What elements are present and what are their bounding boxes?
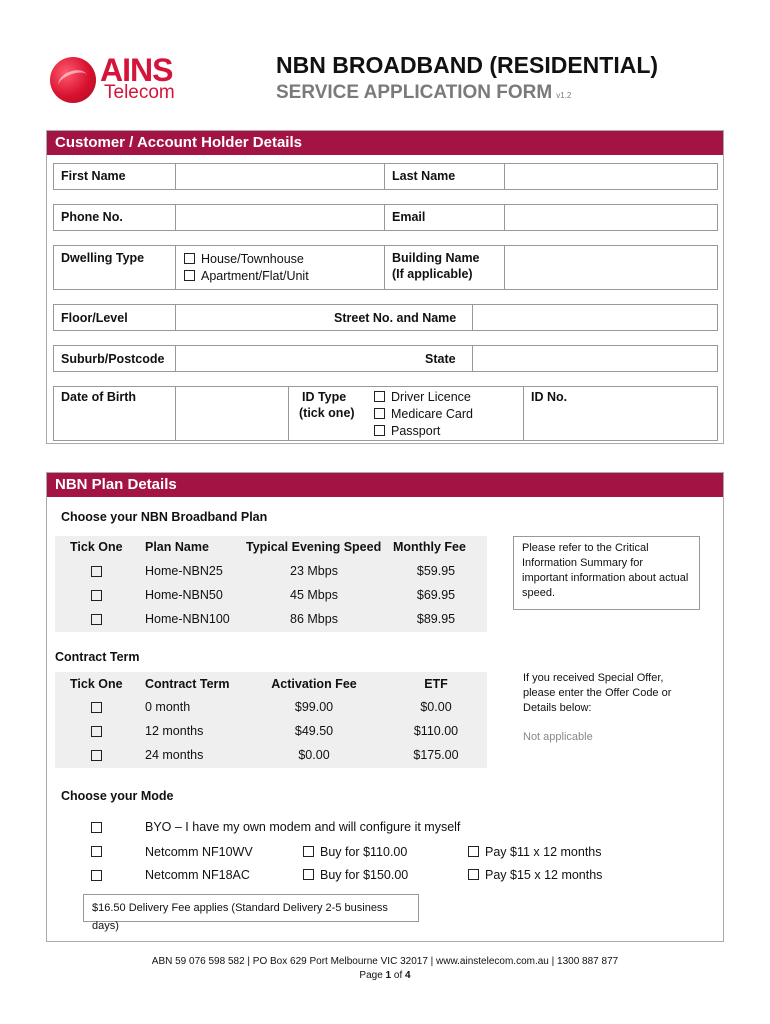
phone-label: Phone No.: [61, 210, 123, 224]
checkbox-icon[interactable]: [374, 408, 385, 419]
building-name-sublabel: (If applicable): [392, 267, 473, 281]
plan-note: Please refer to the Critical Information Summary for important information about actual speed.: [513, 536, 700, 610]
checkbox-icon[interactable]: [468, 869, 479, 880]
contract-checkbox-icon[interactable]: [91, 702, 102, 713]
floor-field[interactable]: [177, 306, 327, 328]
checkbox-icon[interactable]: [184, 270, 195, 281]
mode-modem-label: Netcomm NF10WV: [145, 845, 253, 859]
last-name-label: Last Name: [392, 169, 456, 183]
activation-fee: $49.50: [294, 724, 334, 738]
col-tick: Tick One: [70, 677, 123, 691]
etf-fee: $0.00: [420, 700, 452, 714]
col-tick: Tick One: [70, 540, 123, 554]
plan-section-heading: NBN Plan Details: [47, 473, 723, 497]
plan-speed: 23 Mbps: [290, 564, 338, 578]
divider: [175, 245, 176, 289]
contract-term-label: Contract Term: [55, 650, 140, 664]
option-label: Passport: [391, 424, 441, 438]
buy-option[interactable]: [303, 845, 407, 859]
divider: [523, 386, 524, 440]
contract-checkbox-icon[interactable]: [91, 726, 102, 737]
first-name-label: First Name: [61, 169, 126, 183]
checkbox-icon[interactable]: [468, 846, 479, 857]
divider: [472, 304, 473, 330]
offer-code-field[interactable]: Not applicable: [523, 731, 593, 743]
option-label: Pay $11 x 12 months: [485, 845, 602, 859]
option-label: Buy for $150.00: [320, 868, 409, 882]
plan-name: Home-NBN25: [145, 564, 223, 578]
floor-label: Floor/Level: [61, 311, 128, 325]
suburb-label: Suburb/Postcode: [61, 352, 165, 366]
option-label: Driver Licence: [391, 390, 471, 404]
id-type-label: ID Type: [302, 390, 347, 404]
checkbox-icon[interactable]: [184, 253, 195, 264]
divider: [504, 245, 505, 289]
mode-checkbox-icon[interactable]: [91, 822, 102, 833]
logo-word: AINS: [100, 52, 173, 88]
option-label: House/Townhouse: [201, 252, 304, 266]
col-fee: Monthly Fee: [393, 540, 466, 554]
buy-option[interactable]: [303, 868, 408, 882]
page-total: 4: [405, 970, 411, 981]
dob-field[interactable]: [177, 388, 285, 438]
last-name-field[interactable]: [506, 165, 714, 187]
divider: [504, 204, 505, 230]
choose-plan-label: Choose your NBN Broadband Plan: [61, 510, 268, 524]
divider: [384, 245, 385, 289]
etf-fee: $110.00: [413, 724, 459, 738]
id-type-sublabel: (tick one): [299, 406, 355, 420]
option-label: Buy for $110.00: [320, 845, 408, 859]
etf-fee: $175.00: [413, 748, 459, 762]
footer-line: ABN 59 076 598 582 | PO Box 629 Port Melbourne VIC 32017 | www.ainstelecom.com.au | 1300 887 877: [151, 956, 619, 967]
col-activation: Activation Fee: [271, 677, 357, 691]
logo-subword: Telecom: [104, 82, 175, 103]
dob-label: Date of Birth: [61, 390, 136, 404]
id-option-licence[interactable]: [374, 390, 471, 404]
customer-section-heading: Customer / Account Holder Details: [47, 131, 723, 155]
ains-logo-icon: [50, 57, 96, 103]
mode-modem-label: Netcomm NF18AC: [145, 868, 250, 882]
plan-name: Home-NBN100: [145, 612, 230, 626]
checkbox-icon[interactable]: [374, 425, 385, 436]
street-label: Street No. and Name: [334, 311, 457, 325]
option-label: Medicare Card: [391, 407, 473, 421]
divider: [472, 345, 473, 371]
contract-term: 0 month: [145, 700, 191, 714]
email-field[interactable]: [506, 206, 714, 228]
page-current: 1: [385, 970, 392, 981]
first-name-field[interactable]: [177, 165, 382, 187]
checkbox-icon[interactable]: [374, 391, 385, 402]
street-field[interactable]: [474, 306, 714, 328]
col-plan-name: Plan Name: [145, 540, 209, 554]
id-no-field[interactable]: [575, 388, 714, 438]
email-label: Email: [392, 210, 426, 224]
checkbox-icon[interactable]: [303, 846, 314, 857]
plan-checkbox-icon[interactable]: [91, 590, 102, 601]
phone-field[interactable]: [177, 206, 382, 228]
option-label: Apartment/Flat/Unit: [201, 269, 309, 283]
divider: [175, 163, 176, 189]
page-title: NBN BROADBAND (RESIDENTIAL): [276, 52, 659, 78]
plan-name: Home-NBN50: [145, 588, 223, 602]
activation-fee: $0.00: [298, 748, 330, 762]
plan-speed: 86 Mbps: [290, 612, 338, 626]
plan-checkbox-icon[interactable]: [91, 614, 102, 625]
mode-checkbox-icon[interactable]: [91, 870, 102, 881]
col-contract-term: Contract Term: [145, 677, 230, 691]
pay-option[interactable]: [468, 845, 602, 859]
dwelling-type-label: Dwelling Type: [61, 251, 145, 265]
state-field[interactable]: [474, 347, 714, 369]
dwelling-option-apartment[interactable]: [184, 269, 309, 283]
divider: [175, 345, 176, 371]
pay-option[interactable]: [468, 868, 602, 882]
page-subtitle: [276, 82, 571, 104]
divider: [384, 204, 385, 230]
subtitle-text: SERVICE APPLICATION FORM: [276, 82, 553, 103]
delivery-note: $16.50 Delivery Fee applies (Standard Delivery 2-5 business days): [83, 894, 419, 922]
divider: [175, 204, 176, 230]
dwelling-option-house[interactable]: [184, 252, 304, 266]
page-of: of: [393, 970, 403, 981]
page-number: [0, 970, 770, 981]
state-label: State: [425, 352, 456, 366]
id-option-passport[interactable]: [374, 424, 440, 438]
activation-fee: $99.00: [294, 700, 334, 714]
plan-checkbox-icon[interactable]: [91, 566, 102, 577]
offer-note: If you received Special Offer, please enter the Offer Code or Details below:: [523, 672, 672, 714]
checkbox-icon[interactable]: [303, 869, 314, 880]
mode-byo-label: BYO – I have my own modem and will configure it myself: [145, 820, 461, 834]
col-speed: Typical Evening Speed: [246, 540, 382, 554]
page-prefix: Page: [359, 970, 383, 981]
plan-fee: $89.95: [416, 612, 456, 626]
contract-term: 12 months: [145, 724, 204, 738]
suburb-field[interactable]: [177, 347, 407, 369]
plan-speed: 45 Mbps: [290, 588, 338, 602]
contract-term: 24 months: [145, 748, 204, 762]
id-option-medicare[interactable]: [374, 407, 473, 421]
divider: [175, 386, 176, 440]
building-name-label: Building Name: [392, 251, 480, 265]
mode-checkbox-icon[interactable]: [91, 846, 102, 857]
divider: [384, 163, 385, 189]
building-name-field[interactable]: [506, 247, 714, 287]
plan-fee: $69.95: [416, 588, 456, 602]
choose-mode-label: Choose your Mode: [61, 789, 174, 803]
divider: [288, 386, 289, 440]
plan-fee: $59.95: [416, 564, 456, 578]
divider: [504, 163, 505, 189]
divider: [175, 304, 176, 330]
option-label: Pay $15 x 12 months: [485, 868, 603, 882]
id-no-label: ID No.: [531, 390, 568, 404]
version-label: v1.2: [556, 91, 572, 100]
col-etf: ETF: [424, 677, 448, 691]
contract-checkbox-icon[interactable]: [91, 750, 102, 761]
